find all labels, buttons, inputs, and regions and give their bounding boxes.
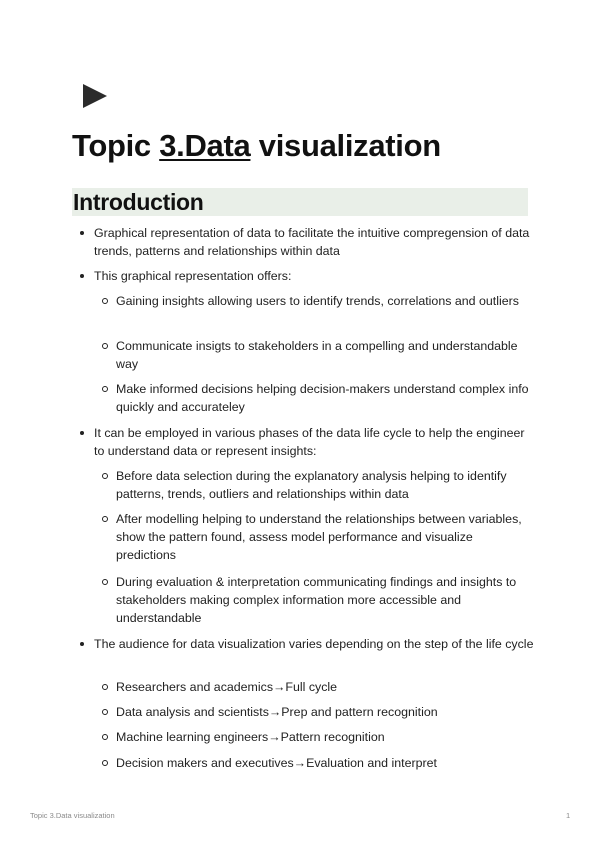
list-item: It can be employed in various phases of the data life cycle to help the engineer to understand data or represent insights: xyxy=(94,424,534,460)
section-heading: Introduction xyxy=(72,188,528,216)
sub-list-item: Gaining insights allowing users to identify trends, correlations and outliers xyxy=(116,292,534,310)
page-number: 1 xyxy=(566,811,571,820)
list-item: The audience for data visualization varies depending on the step of the life cycle xyxy=(94,637,534,651)
title-prefix: Topic xyxy=(72,128,160,163)
sub-list-item: Data analysis and scientists→Prep and pattern recognition xyxy=(116,703,534,721)
page-title xyxy=(72,128,441,164)
sub-list-item: Decision makers and executives→Evaluation and interpret xyxy=(116,754,534,772)
sub-list-item: Before data selection during the explanatory analysis helping to identify patterns, trends, outliers and relationships within data xyxy=(116,467,534,503)
sub-list-item: During evaluation & interpretation communicating findings and insights to stakeholders making complex information more accessible and understandable xyxy=(116,573,534,627)
title-suffix: visualization xyxy=(250,128,441,163)
title-link[interactable]: 3.Data xyxy=(159,128,251,163)
sub-list-item: Make informed decisions helping decision-makers understand complex info quickly and accurateley xyxy=(116,380,534,416)
play-icon[interactable] xyxy=(82,83,108,109)
sub-list-item: After modelling helping to understand the relationships between variables, show the pattern found, assess model performance and visualize predictions xyxy=(116,510,534,564)
sub-list-item: Researchers and academics→Full cycle xyxy=(116,678,534,696)
list-item: This graphical representation offers: xyxy=(94,267,534,285)
sub-list-item: Machine learning engineers→Pattern recognition xyxy=(116,728,534,746)
footer-title: Topic 3.Data visualization xyxy=(30,811,115,820)
sub-list-item: Communicate insigts to stakeholders in a compelling and understandable way xyxy=(116,337,534,373)
list-item: Graphical representation of data to facilitate the intuitive compregension of data trends, patterns and relationships within data xyxy=(94,224,534,260)
